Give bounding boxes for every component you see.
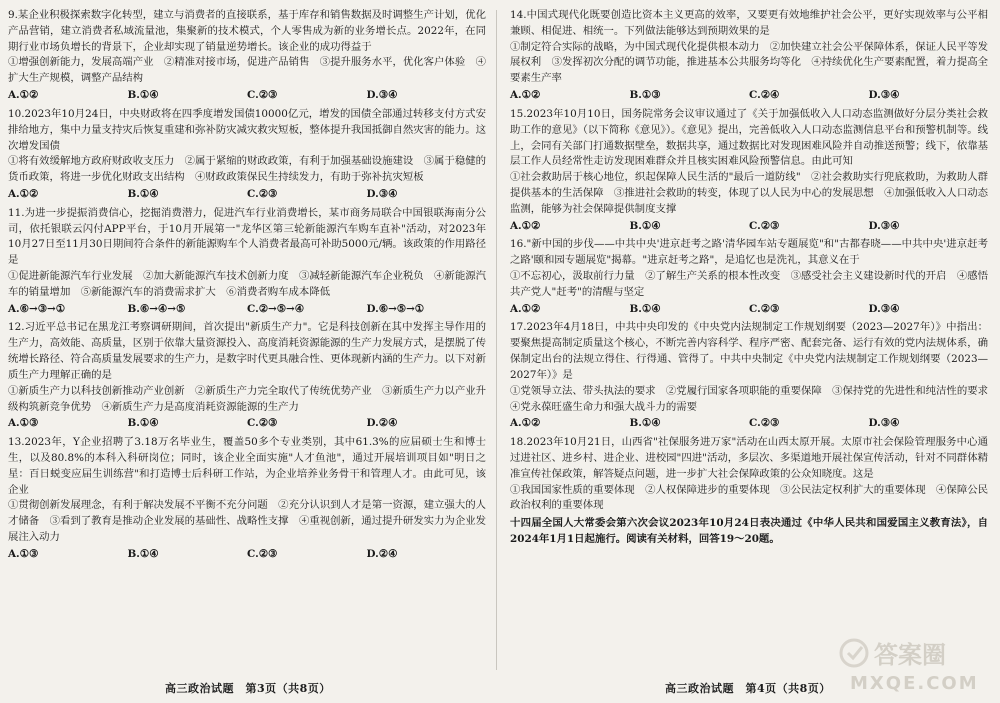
answer-c: C.②→⑤→④	[247, 302, 305, 315]
answer-c: C.②③	[749, 219, 780, 232]
answer-d: D.③④	[868, 219, 900, 232]
answer-d: D.②④	[366, 417, 398, 430]
question-options: ①我国国家性质的重要体现 ②人权保障进步的重要体现 ③公民法定权利扩大的重要体现 ④保障公民政治权利的重要体现	[510, 483, 988, 512]
answer-c: C.②③	[247, 187, 278, 200]
answer-a: A.①③	[8, 547, 39, 560]
answer-c: C.②③	[247, 89, 278, 102]
answer-a: A.①②	[510, 219, 541, 232]
question-options: ①增强创新能力，发展高端产业 ②精准对接市场，促进产品销售 ③提升服务水平，优化客户体验 ④扩大生产规模，调整产品结构	[8, 56, 486, 85]
question-text: 18.2023年10月21日，山西省"社保服务进万家"活动在山西太原开展。太原市社会保险管理服务中心通过进社区、进乡村、进企业、进校园"四进"活动，多层次、多渠道地开展社保宣传活动，针对不同群体精准宣传社保政策，解答疑点问题，进一步扩大社会保障政策的公众知晓度。这是	[510, 436, 988, 480]
answer-a: A.①③	[8, 417, 39, 430]
question-text: 9.某企业积极探索数字化转型，建立与消费者的直接联系，基于库存和销售数据及时调整生产计划，优化产品营销，建立消费者私域流量池，集聚新的技术模式，个人零售成为新的业务增长点。2022年，在同期行业市场负增长的背景下，企业却实现了销量逆势增长。该企业的成功得益于	[8, 9, 486, 53]
question-text: 15.2023年10月10日，国务院常务会议审议通过了《关于加强低收入人口动态监测做好分层分类社会救助工作的意见》（以下简称《意见》）。《意见》提出，完善低收入人口动态监测信息平台和预警机制等。线上，会同有关部门打通数据壁垒，数据共享，通过数据比对发现困难风险并自动推送预警；线下，依靠基层工作人员经常性走访发现困难群众并且核实困难风险预警信息。由此可知	[510, 107, 988, 168]
question-options: ①贯彻创新发展理念，有利于解决发展不平衡不充分问题 ②充分认识到人才是第一资源，建立强大的人才储备 ③看到了教育是推动企业发展的基础性、战略性支撑 ④重视创新，通过提升研发实力为企业发展注入动力	[8, 499, 486, 543]
answer-b: B.①④	[629, 219, 661, 232]
answer-c: C.②④	[749, 89, 780, 102]
answer-choices	[510, 88, 988, 104]
watermark-line2: MXQE.COM	[850, 673, 979, 694]
answer-b: B.①④	[127, 89, 159, 102]
left-page-column	[8, 8, 486, 566]
page-footer-left: 高三政治试题 第3页（共8页）	[165, 682, 331, 695]
question-options: ①社会救助居于核心地位，织起保障人民生活的"最后一道防线" ②社会救助实行兜底救助，为救助人群提供基本的生活保障 ③推进社会救助的转变，体现了以人民为中心的发展思想 ④加强低收入人口动态监测，能够为社会保障提供制度支撑	[510, 171, 988, 215]
question-options: ①党领导立法、带头执法的要求 ②党履行国家各项职能的重要保障 ③保持党的先进性和纯洁性的要求 ④党永葆旺盛生命力和强大战斗力的需要	[510, 384, 999, 413]
answer-choices	[510, 416, 988, 432]
answer-a: A.①②	[510, 89, 541, 102]
question-15	[510, 107, 988, 235]
question-options: ①促进新能源汽车行业发展 ②加大新能源汽车技术创新力度 ③减轻新能源汽车企业税负 ④新能源汽车的销量增加 ⑤新能源汽车的消费需求扩大 ⑥消费者购车成本降低	[8, 270, 486, 298]
question-text: 13.2023年，Y企业招聘了3.18万名毕业生，覆盖50多个专业类别，其中61.3%的应届硕士生和博士生，以及80.8%的本科入科研岗位；同时，该企业全面实施"人才鱼池"，通过开展培训项目如"明日之星：百日蜕变应届生训练营"和打造博士后科研工作站，为企业培养业务骨干和管理人才。由此可见，该企业	[8, 436, 486, 496]
watermark-line1: 答案圈	[874, 641, 946, 669]
question-text: 12.习近平总书记在黑龙江考察调研期间，首次提出"新质生产力"。它是科技创新在其中发挥主导作用的生产力，高效能、高质量，区别于依靠大量资源投入、高度消耗资源能源的生产力发展方式，是摆脱了传统增长路径、符合高质量发展要求的生产力，是数字时代更具融合性、更体现新内涵的生产力。以下对新质生产力理解正确的是	[8, 321, 486, 381]
answer-c: C.②③	[247, 547, 278, 560]
question-text: 14.中国式现代化既要创造比资本主义更高的效率，又要更有效地维护社会公平，更好实现效率与公平相兼顾、相促进、相统一。下列做法能够达到预期效果的是	[510, 9, 988, 37]
question-text: 11.为进一步提振消费信心，挖掘消费潜力，促进汽车行业消费增长，某市商务局联合中国银联海南分公司，依托银联云闪付APP平台，于10月开展第一"龙华区第三轮新能源汽车购车直补"活动，对2023年10月27日至11月30日期间符合条件的新能源购车个人消费者最高可补助5000元/辆。该政策的作用路径是	[8, 206, 486, 267]
question-options: ①新质生产力以科技创新推动产业创新 ②新质生产力完全取代了传统优势产业 ③新质生产力以产业升级构筑新竞争优势 ④新质生产力是高度消耗资源能源的生产力	[8, 384, 486, 413]
answer-b: B.①④	[127, 547, 159, 560]
question-11	[8, 206, 486, 318]
answer-b: B.①④	[127, 417, 159, 430]
question-13	[8, 435, 486, 563]
question-options: ①将有效缓解地方政府财政收支压力 ②属于紧缩的财政政策，有利于加强基础设施建设 ③属于稳健的货币政策，将进一步优化财政支出结构 ④财政政策保民生持续发力，有助于弥补抗灾短板	[8, 155, 486, 184]
answer-d: D.③④	[868, 302, 900, 315]
answer-b: B.①④	[127, 187, 159, 200]
answer-choices	[8, 302, 486, 318]
answer-a: A.①②	[8, 89, 39, 102]
answer-choices	[8, 547, 486, 563]
section-intro: 十四届全国人大常委会第六次会议2023年10月24日表决通过《中华人民共和国爱国主义教育法》，自2024年1月1日起施行。阅读有关材料，回答19～20题。	[510, 517, 988, 545]
question-17	[510, 320, 999, 432]
answer-c: C.②③	[749, 417, 780, 430]
watermark-icon	[841, 640, 867, 666]
answer-a: A.①②	[8, 187, 39, 200]
question-18	[510, 435, 988, 514]
question-text: 10.2023年10月24日，中央财政将在四季度增发国债10000亿元，增发的国债全部通过转移支付方式安排给地方，集中力量支持灾后恢复重建和弥补防灾减灾救灾短板，整体提升我国抵御自然灾害的能力。这次增发国债	[8, 107, 486, 152]
answer-d: D.③④	[868, 89, 900, 102]
answer-b: B.①④	[629, 417, 661, 430]
answer-choices	[510, 302, 988, 318]
question-12	[8, 320, 486, 432]
answer-b: B.①④	[629, 302, 661, 315]
page-divider	[496, 10, 497, 670]
answer-d: D.⑥→⑤→①	[366, 302, 425, 315]
answer-c: C.②③	[247, 417, 278, 430]
right-page-column	[510, 8, 999, 548]
answer-choices	[8, 187, 486, 203]
question-text: 17.2023年4月18日，中共中央印发的《中央党内法规制定工作规划纲要（2023—2027年）》中指出：要聚焦提高制定质量这个核心，不断完善内容科学、程序严密、配套完备、运行有效的党内法规体系，确保制定出台的法规立得住、行得通、管得了。中共中央制定《中央党内法规制定工作规划纲要（2023—2027年）》是	[510, 321, 988, 381]
question-10	[8, 107, 486, 203]
answer-a: A.①②	[510, 417, 541, 430]
question-14	[510, 8, 988, 104]
answer-choices	[8, 416, 486, 432]
question-9	[8, 8, 486, 104]
watermark-logo	[836, 633, 986, 695]
answer-d: D.②④	[366, 547, 398, 560]
answer-d: D.③④	[366, 187, 398, 200]
answer-a: A.①②	[510, 302, 541, 315]
answer-b: B.⑥→④→⑤	[127, 302, 186, 315]
question-16	[510, 237, 988, 317]
question-text: 16."新中国的步伐——中共中央'进京赶考之路'清华园车站专题展览"和"古都春晓——中共中央'进京赶考之路'颐和园专题展览"揭幕。"进京赶考之路"，是追忆也是洗礼，其意义在于	[510, 238, 988, 267]
answer-choices	[510, 219, 988, 235]
question-options: ①制定符合实际的战略，为中国式现代化提供根本动力 ②加快建立社会公平保障体系，保证人民平等发展权利 ③发挥初次分配的调节功能，推进基本公共服务均等化 ④持续优化生产要素配置，着力提高全要素生产率	[510, 40, 988, 85]
answer-b: B.①③	[629, 89, 661, 102]
question-options: ①不忘初心，汲取前行力量 ②了解生产关系的根本性改变 ③感受社会主义建设新时代的开启 ④感悟共产党人"赶考"的清醒与坚定	[510, 270, 988, 298]
answer-d: D.③④	[868, 417, 900, 430]
answer-choices	[8, 88, 486, 104]
page-footer-right: 高三政治试题 第4页（共8页）	[665, 682, 831, 695]
answer-a: A.⑥→③→①	[8, 302, 66, 315]
answer-d: D.③④	[366, 89, 398, 102]
answer-c: C.②③	[749, 302, 780, 315]
